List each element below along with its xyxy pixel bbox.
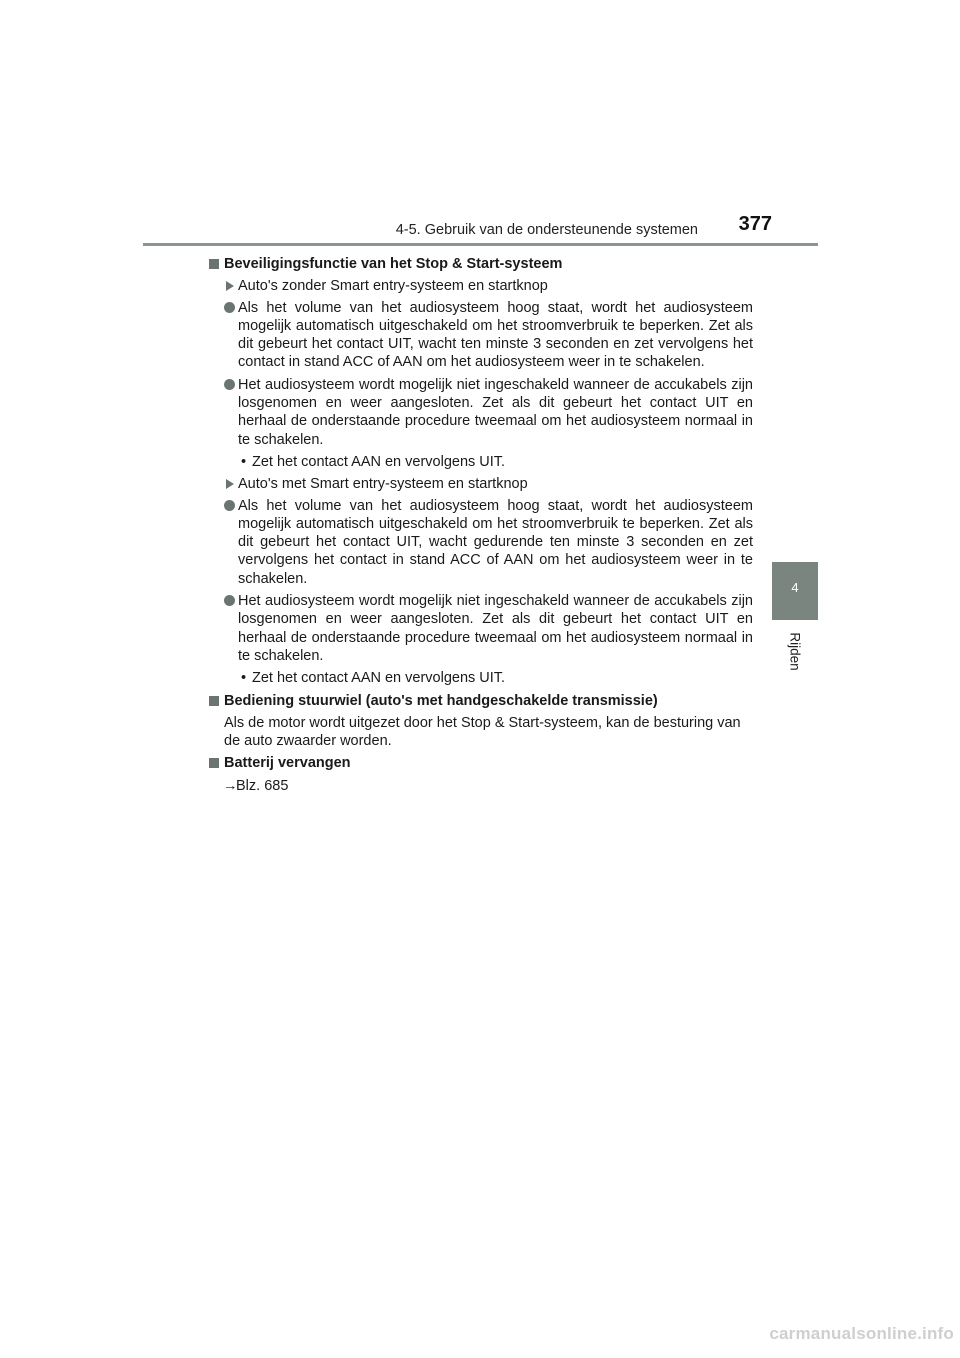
step-text: Zet het contact AAN en vervolgens UIT. (252, 670, 506, 687)
heading-text: Bediening stuurwiel (auto's met handgeschakelde transmissie) (224, 692, 658, 709)
page-reference (208, 777, 753, 795)
bullet-text: Het audiosysteem wordt mogelijk niet ingeschakeld wanneer de accukabels zijn losgenomen en weer aangesloten. Zet als dit gebeurt het contact UIT en herhaal de onderstaande procedure tweemaal om het audiosysteem normaal in te schakelen. (238, 593, 753, 664)
chapter-label-box (781, 632, 809, 672)
header-divider (143, 243, 818, 246)
round-bullet-icon (224, 379, 235, 390)
section-heading-battery (208, 754, 753, 772)
condition-text: Auto's zonder Smart entry-systeem en startknop (238, 278, 548, 295)
section-title: 4-5. Gebruik van de ondersteunende systemen (395, 222, 698, 238)
condition-text: Auto's met Smart entry-systeem en startknop (238, 476, 528, 493)
watermark: carmanualsonline.info (769, 1324, 954, 1343)
sub-bullet-marker: • (241, 670, 247, 687)
procedure-step (208, 453, 753, 471)
square-bullet-icon (209, 758, 219, 768)
chapter-number: 4 (791, 580, 799, 595)
round-bullet-icon (224, 595, 235, 606)
section-heading-steering (208, 692, 753, 710)
bullet-text: Als het volume van het audiosysteem hoog staat, wordt het audiosysteem mogelijk automatisch uitgeschakeld om het stroomverbruik te beperken. Zet als dit gebeurt het contact UIT, wacht ten minste 3 seconden en zet vervolgens het contact in stand ACC of AAN om het audiosysteem weer in te schakelen. (238, 299, 753, 371)
round-bullet-icon (224, 302, 235, 313)
section-heading-stop-start (208, 255, 753, 273)
chapter-tab (772, 562, 818, 620)
bullet-item (208, 376, 753, 449)
procedure-step (208, 669, 753, 687)
chapter-label: Rijden (787, 632, 803, 671)
bullet-item (208, 497, 753, 588)
triangle-marker-icon (226, 281, 234, 291)
bullet-text: Als het volume van het audiosysteem hoog staat, wordt het audiosysteem mogelijk automatisch uitgeschakeld om het stroomverbruik te beperken. Zet als dit gebeurt het contact UIT, wacht gedurende ten minste 3 seconden en zet vervolgens het contact in stand ACC of AAN om het audiosysteem weer in te schakelen. (238, 497, 753, 587)
condition-label (208, 277, 753, 295)
page-content (208, 255, 753, 795)
bullet-text: Het audiosysteem wordt mogelijk niet ingeschakeld wanneer de accukabels zijn losgenomen en weer aangesloten. Zet als dit gebeurt het contact UIT en herhaal de onderstaande procedure tweemaal om het audiosysteem normaal in te schakelen. (238, 376, 753, 448)
sub-bullet-marker: • (241, 453, 247, 470)
step-text: Zet het contact AAN en vervolgens UIT. (252, 453, 506, 470)
steering-paragraph: Als de motor wordt uitgezet door het Stop & Start-systeem, kan de besturing van de auto zwaarder worden. (224, 714, 741, 750)
heading-text: Beveiligingsfunctie van het Stop & Start-systeem (224, 256, 563, 272)
heading-text: Batterij vervangen (224, 755, 351, 772)
round-bullet-icon (224, 500, 235, 511)
condition-label (208, 475, 753, 493)
square-bullet-icon (209, 259, 219, 269)
square-bullet-icon (209, 696, 219, 706)
bullet-item (208, 299, 753, 372)
page-number: 377 (738, 213, 772, 235)
bullet-item (208, 592, 753, 665)
triangle-marker-icon (226, 479, 234, 489)
reference-text: Blz. 685 (236, 777, 289, 794)
page-header (143, 212, 818, 246)
arrow-right-icon: → (223, 777, 238, 794)
